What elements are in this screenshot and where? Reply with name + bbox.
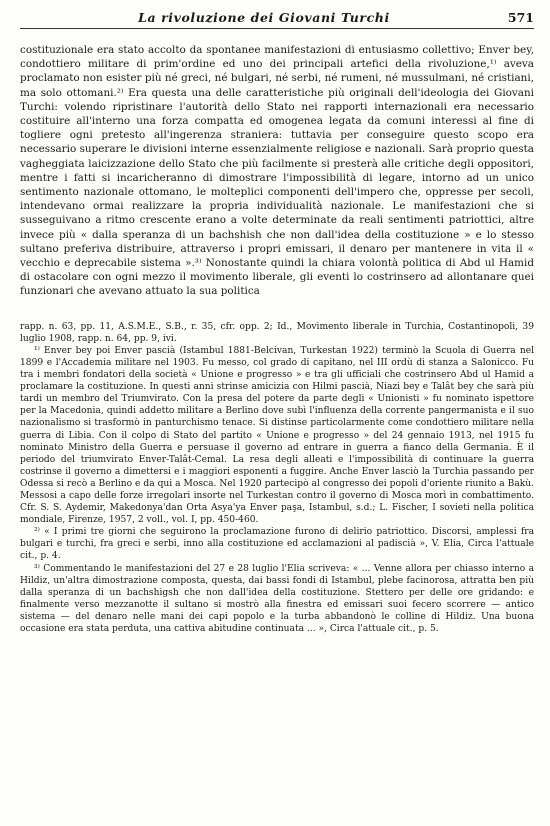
footnotes <box>20 321 534 635</box>
running-title: La rivoluzione dei Giovani Turchi <box>138 10 390 25</box>
footnote-3: ³⁾ Commentando le manifestazioni del 27 e 28 luglio l'Elia scriveva: « ... Venne allora per chiasso interno a Hildiz, un'altra dimostrazione composta, questa, dai bassi fondi di Istambul, plebe facinorosa, attratta ben più dalla speranza di un bachshigsh che non dall'idea della costituzione. Stettero per delle ore gridando: e finalmente verso mezzanotte il sultano si mostrò alla finestra ed emissari suoi fecero scorrere — antico sistema — del denaro nelle mani dei capi popolo e la turba abbandonò le colline di Hildiz. Una buona occasione era stata perduta, una cattiva abitudine continuata ... », Circa l'attuale cit., p. 5. <box>20 563 534 634</box>
footnote-continuation: rapp. n. 63, pp. 11, A.S.M.E., S.B., r. 35, cfr. opp. 2; Id., Movimento liberale in Turchia, Costantinopoli, 39 luglio 1908, rapp. n. 64, pp. 9, ivi. <box>20 321 534 344</box>
footnote-separator <box>20 299 534 321</box>
running-header <box>20 10 534 29</box>
page-number: 571 <box>507 10 534 25</box>
footnote-2: ²⁾ « I primi tre giorni che seguirono la proclamazione furono di delirio patriottico. Discorsi, amplessi fra bulgari e turchi, fra greci e serbi, inno alla costituzione ed acclamazioni al padiscià », V. Elia, Circa l'attuale cit., p. 4. <box>20 527 534 562</box>
footnote-1: ¹⁾ Enver bey poi Enver pascià (Istambul 1881-Belcivan, Turkestan 1922) terminò la Scuola di Guerra nel 1899 e l'Accademia militare nel 1903. Fu messo, col grado di capitano, nel III ordù di stanza a Salonicco. Fu tra i membri fondatori della società « Unione e progresso » e tra gli ufficiali che costrinsero Abd ul Hamid a proclamare la costituzione. In questi anni strinse amicizia con Hilmi pascià, Niazi bey e Talât bey che sarà più tardi un membro del Triumvirato. Con la presa del potere da parte degli « Unionisti » fu nominato ispettore per la Macedonia, quindi addetto militare a Berlino dove subì l'influenza della corrente pangermanista e il suo nazionalismo si trasformò in panturchismo tenace. Si distinse particolarmente come condottiero militare nella guerra di Libia. Con il colpo di Stato del partito « Unione e progresso » del 24 gennaio 1913, nel 1915 fu nominato Ministro della Guerra e persuase il governo ad entrare in guerra a fianco della Germania. È il periodo del triumvirato Enver-Talât-Cemal. La resa degli alleati e l'impossibilità di continuare la guerra costrinse il governo a dimettersi e i maggiori esponenti a fuggire. Anche Enver lasciò la Turchia passando per Odessa si recò a Berlino e da qui a Mosca. Nel 1920 partecipò al congresso dei popoli d'oriente riunito a Bakù. Messosi a capo delle forze irregolari insorte nel Turkestan contro il governo di Mosca morì in combattimento. Cfr. S. S. Aydemir, Makedonya'dan Orta Asya'ya Enver paşa, Istambul, s.d.; L. Fischer, I sovieti nella politica mondiale, Firenze, 1957, 2 voll., vol. I, pp. 450-460. <box>20 345 534 526</box>
main-paragraph: costituzionale era stato accolto da spontanee manifestazioni di entusiasmo collettivo; Enver bey, condottiero militare di prim'ordine ed uno dei principali artefici della rivoluzione,¹⁾ aveva proclamato non esister più né greci, né bulgari, né serbi, né rumeni, né mussulmani, né cristiani, ma solo ottomani.²⁾ Era questa una delle caratteristiche più originali dell'ideologia dei Giovani Turchi: volendo ripristinare l'autorità dello Stato nei rapporti internazionali era necessario costituire all'interno una forza compatta ed omogenea legata da comuni interessi al fine di togliere ogni pretesto all'ingerenza straniera: tuttavia per conseguire questo scopo era necessario superare le divisioni interne essenzialmente religiose e nazionali. Sarà proprio questa vagheggiata laicizzazione dello Stato che più facilmente si presterà alle critiche degli oppositori, mentre i fatti si incaricheranno di dimostrare l'impossibilità di legare, intorno ad un unico sentimento nazionale ottomano, le molteplici componenti dell'impero che, oppresse per secoli, intendevano ormai realizzare la propria individualità nazionale. Le manifestazioni che si susseguivano a ritmo crescente erano a volte determinate da reali sentimenti patriottici, altre invece più « dalla speranza di un bachshish che non dall'idea della costituzione » e lo stesso sultano preferiva distribuire, attraverso i propri emissari, il denaro per mantenere in vita il « vecchio e deprecabile sistema ».³⁾ Nonostante quindi la chiara volontà politica di Abd ul Hamid di ostacolare con ogni mezzo il movimento liberale, gli eventi lo costrinsero ad allontanare quei funzionari che avevano attuato la sua politica <box>20 44 534 298</box>
